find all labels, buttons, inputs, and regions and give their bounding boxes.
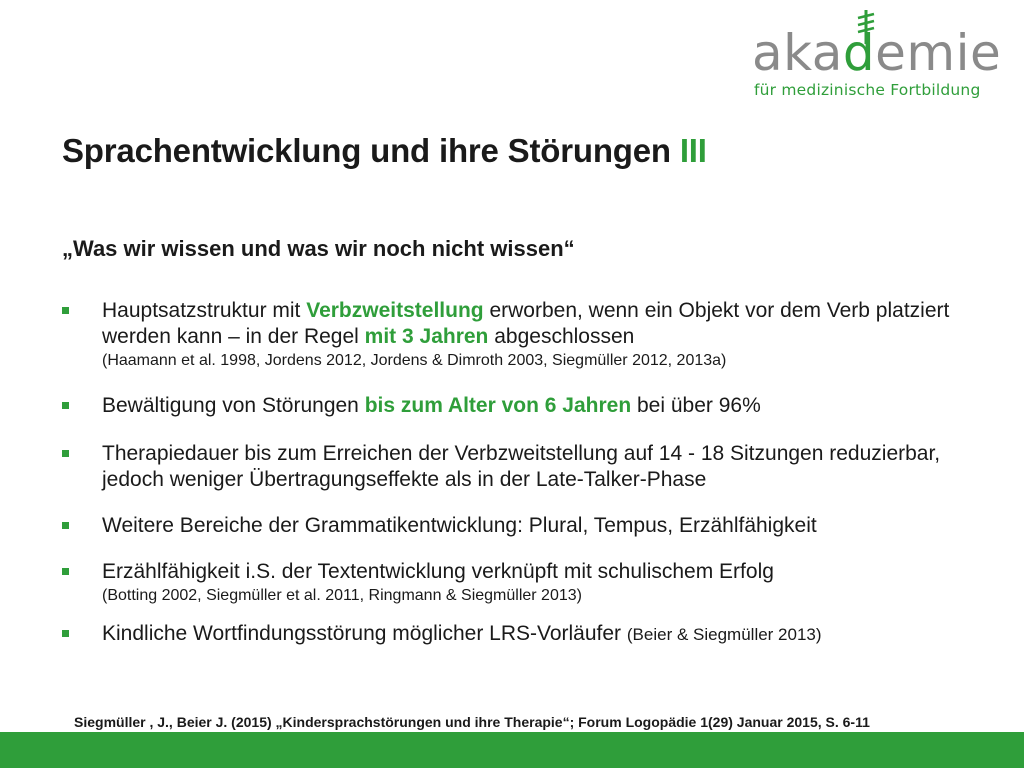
bullet-item: Hauptsatzstruktur mit Verbzweitstellung erworben, wenn ein Objekt vor dem Verb platziert werden kann – in der Regel mit 3 Jahren abgeschlossen (Haamann et al. 1998, Jordens 2012, Jordens & Dimroth 2003, Siegmüller 2012, 2013a): [62, 298, 1002, 372]
square-bullet-icon: [62, 307, 69, 314]
logo-wordmark: akademie: [752, 24, 1002, 82]
square-bullet-icon: [62, 402, 69, 409]
citation: (Beier & Siegmüller 2013): [626, 625, 822, 644]
square-bullet-icon: [62, 450, 69, 457]
footer-bar: [0, 732, 1024, 768]
footer-reference: Siegmüller , J., Beier J. (2015) „Kindersprachstörungen und ihre Therapie“; Forum Logopädie 1(29) Januar 2015, S. 6-11: [74, 714, 870, 730]
bullet-item: Therapiedauer bis zum Erreichen der Verbzweitstellung auf 14 - 18 Sitzungen reduzierbar, jedoch weniger Übertragungseffekte als in der Late-Talker-Phase: [62, 441, 1002, 493]
slide-title: [62, 132, 707, 170]
citation: (Haamann et al. 1998, Jordens 2012, Jordens & Dimroth 2003, Siegmüller 2012, 2013a): [102, 352, 727, 369]
slide-title-main: Sprachentwicklung und ihre Störungen: [62, 132, 680, 169]
bullet-item: Bewältigung von Störungen bis zum Alter von 6 Jahren bei über 96%: [62, 393, 1002, 419]
slide-subtitle: „Was wir wissen und was wir noch nicht wissen“: [62, 236, 575, 261]
bullet-item: Kindliche Wortfindungsstörung möglicher LRS-Vorläufer (Beier & Siegmüller 2013): [62, 621, 1002, 648]
bullet-list: [62, 298, 1002, 648]
slide-title-numeral: III: [679, 132, 707, 169]
square-bullet-icon: [62, 568, 69, 575]
logo-subline: für medizinische Fortbildung: [754, 81, 981, 99]
citation: (Botting 2002, Siegmüller et al. 2011, Ringmann & Siegmüller 2013): [102, 587, 582, 604]
bullet-item: Erzählfähigkeit i.S. der Textentwicklung verknüpft mit schulischem Erfolg (Botting 2002, Siegmüller et al. 2011, Ringmann & Siegmüller 2013): [62, 559, 1002, 607]
akademie-logo: [740, 8, 1000, 108]
square-bullet-icon: [62, 522, 69, 529]
square-bullet-icon: [62, 630, 69, 637]
bullet-item: Weitere Bereiche der Grammatikentwicklung: Plural, Tempus, Erzählfähigkeit: [62, 513, 1002, 539]
